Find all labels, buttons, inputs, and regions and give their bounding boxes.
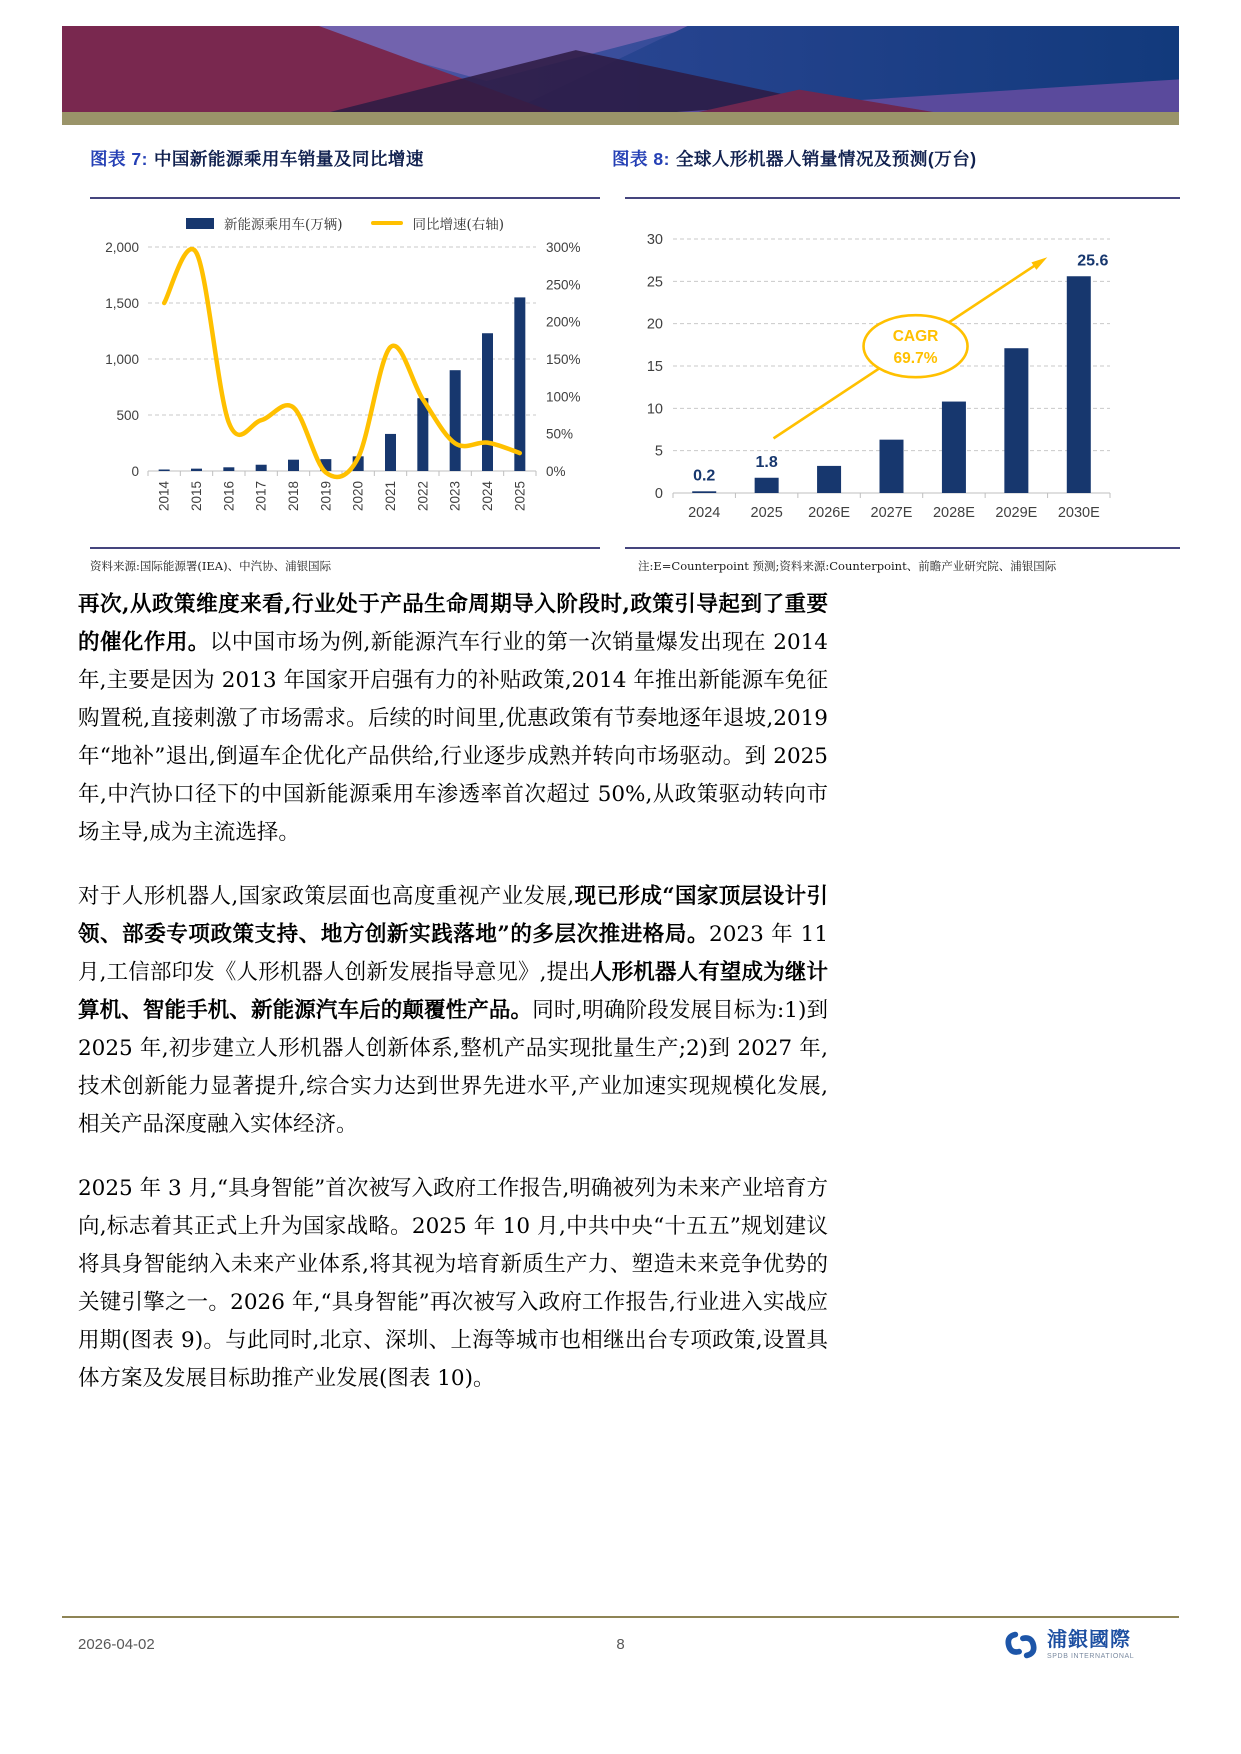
body-paragraph	[78, 878, 828, 1144]
banner-olive-strip	[62, 112, 1179, 125]
svg-text:2014: 2014	[156, 481, 172, 512]
svg-text:150%: 150%	[546, 352, 581, 367]
text-segment: 2025 年 3 月,“具身智能”首次被写入政府工作报告,明确被列为未来产业培育方向,标志着其正式上升为国家战略。2025 年 10 月,中共中央“十五五”规划建议将具身智能纳入未来产业体系,将其视为培育新质生产力、塑造未来竞争优势的关键引擎之一。2026 年,“具身智能”再次被写入政府工作报告,行业进入实战应用期(图表 9)。与此同时,北京、深圳、上海等城市也相继出台专项政策,设置具体方案及发展目标助推产业发展(图表 10)。	[78, 1176, 828, 1391]
svg-text:0: 0	[654, 486, 663, 502]
svg-text:1,500: 1,500	[105, 296, 139, 311]
left-axis-labels	[105, 240, 139, 479]
svg-text:0.2: 0.2	[693, 467, 716, 485]
banner-shapes	[62, 26, 1179, 112]
svg-text:20: 20	[646, 316, 663, 333]
fig8-title-text: 全球人形机器人销量情况及预测(万台)	[675, 149, 977, 169]
svg-text:2024: 2024	[688, 505, 721, 521]
svg-text:2016: 2016	[221, 481, 237, 512]
footer-rule	[62, 1616, 1179, 1618]
y-axis-labels	[647, 232, 663, 502]
banner-graphic	[62, 26, 1179, 112]
svg-text:15: 15	[646, 359, 663, 375]
right-axis-labels	[546, 240, 581, 479]
bar-series	[692, 276, 1091, 493]
svg-text:69.7%: 69.7%	[893, 350, 938, 368]
footer-date: 2026-04-02	[78, 1636, 155, 1653]
svg-text:CAGR: CAGR	[892, 328, 939, 346]
svg-text:2025: 2025	[750, 505, 783, 521]
svg-text:2024: 2024	[480, 481, 495, 512]
svg-text:2028E: 2028E	[932, 505, 975, 521]
svg-text:1,000: 1,000	[105, 352, 139, 367]
svg-text:2022: 2022	[415, 481, 431, 512]
svg-text:2018: 2018	[286, 481, 301, 512]
footer-page-number: 8	[616, 1636, 625, 1653]
bar-legend-label: 新能源乘用车(万辆)	[223, 217, 343, 233]
body-text	[78, 586, 828, 1424]
brand-name: 浦銀國際	[1047, 1629, 1131, 1652]
fig7-legend	[90, 213, 600, 233]
svg-text:2023: 2023	[447, 481, 463, 512]
svg-text:300%: 300%	[546, 240, 581, 255]
fig7-source: 资料来源:国际能源署(IEA)、中汽协、浦银国际	[90, 559, 332, 573]
fig8-label: 图表 8:	[612, 149, 670, 169]
x-axis-labels	[157, 481, 528, 512]
figure-title-row	[0, 146, 1241, 176]
svg-text:500: 500	[116, 408, 139, 423]
svg-text:1.8: 1.8	[755, 453, 778, 471]
svg-text:2029E: 2029E	[995, 505, 1038, 521]
svg-text:25: 25	[646, 274, 663, 291]
fig8-source: 注:E=Counterpoint 预测;资料来源:Counterpoint、前瞻产业研究院、浦银国际	[638, 559, 1057, 573]
bar-legend-swatch	[186, 218, 214, 229]
body-paragraph	[78, 586, 828, 852]
x-axis-labels	[688, 505, 1100, 521]
svg-text:2017: 2017	[253, 481, 269, 512]
svg-text:2020: 2020	[350, 481, 366, 512]
footer-logo	[1002, 1626, 1134, 1664]
svg-text:2019: 2019	[318, 481, 334, 512]
brand-subtitle: SPDB INTERNATIONAL	[1047, 1653, 1135, 1661]
svg-text:2027E: 2027E	[870, 505, 913, 521]
svg-text:25.6: 25.6	[1077, 252, 1109, 270]
svg-text:200%: 200%	[546, 314, 581, 330]
svg-text:2030E: 2030E	[1057, 505, 1100, 521]
svg-text:100%: 100%	[546, 389, 581, 405]
line-series	[164, 249, 520, 477]
svg-text:2021: 2021	[383, 481, 398, 512]
text-segment: 2023 年 11 月,工信部印发《人形机器人创新发展指导意见》,提出	[78, 922, 828, 985]
bold-text-segment: 再次,从政策维度来看,行业处于产品生命周期导入阶段时,政策引导起到了重要的催化作用。	[78, 592, 828, 655]
svg-text:2,000: 2,000	[105, 240, 139, 255]
svg-text:2026E: 2026E	[808, 505, 851, 521]
svg-text:0%: 0%	[546, 464, 566, 479]
bold-text-segment: 人形机器人有望成为继计算机、智能手机、新能源汽车后的颠覆性产品。	[78, 960, 828, 1023]
fig7-label: 图表 7:	[90, 149, 148, 169]
svg-text:10: 10	[646, 401, 663, 418]
text-segment: 同时,明确阶段发展目标为:1)到 2025 年,初步建立人形机器人创新体系,整机产品实现批量生产;2)到 2027 年,技术创新能力显著提升,综合实力达到世界先进水平,产业加速实现规模化发展,相关产品深度融入实体经济。	[78, 998, 828, 1137]
text-segment: 以中国市场为例,新能源汽车行业的第一次销量爆发出现在 2014 年,主要是因为 2013 年国家开启强有力的补贴政策,2014 年推出新能源车免征购置税,直接刺激了市场需求。后续的时间里,优惠政策有节奏地逐年退坡,2019 年“地补”退出,倒逼车企优化产品供给,行业逐步成熟并转向市场驱动。到 2025 年,中汽协口径下的中国新能源乘用车渗透率首次超过 50%,从政策驱动转向市场主导,成为主流选择。	[78, 630, 828, 845]
line-legend-label: 同比增速(右轴)	[412, 217, 505, 233]
fig8-container	[625, 197, 1180, 549]
fig7-container	[90, 197, 600, 549]
body-paragraph	[78, 1170, 828, 1398]
svg-text:2025: 2025	[512, 481, 528, 512]
fig8-chart	[625, 199, 1180, 541]
fig7-title	[90, 146, 424, 171]
svg-text:2015: 2015	[189, 481, 204, 512]
line-legend-swatch	[371, 221, 403, 225]
spdbi-logo-mark	[1002, 1626, 1040, 1664]
fig8-title	[612, 146, 977, 171]
fig7-title-text: 中国新能源乘用车销量及同比增速	[153, 149, 424, 169]
svg-text:250%: 250%	[546, 277, 581, 293]
svg-text:0: 0	[131, 464, 139, 479]
fig7-chart	[90, 233, 600, 533]
bold-text-segment: 现已形成“国家顶层设计引领、部委专项政策支持、地方创新实践落地”的多层次推进格局。	[78, 884, 828, 947]
brand-text	[1047, 1629, 1134, 1661]
svg-text:30: 30	[646, 232, 663, 248]
svg-text:50%: 50%	[546, 426, 574, 442]
text-segment: 对于人形机器人,国家政策层面也高度重视产业发展,	[78, 884, 575, 909]
svg-text:5: 5	[654, 443, 663, 460]
